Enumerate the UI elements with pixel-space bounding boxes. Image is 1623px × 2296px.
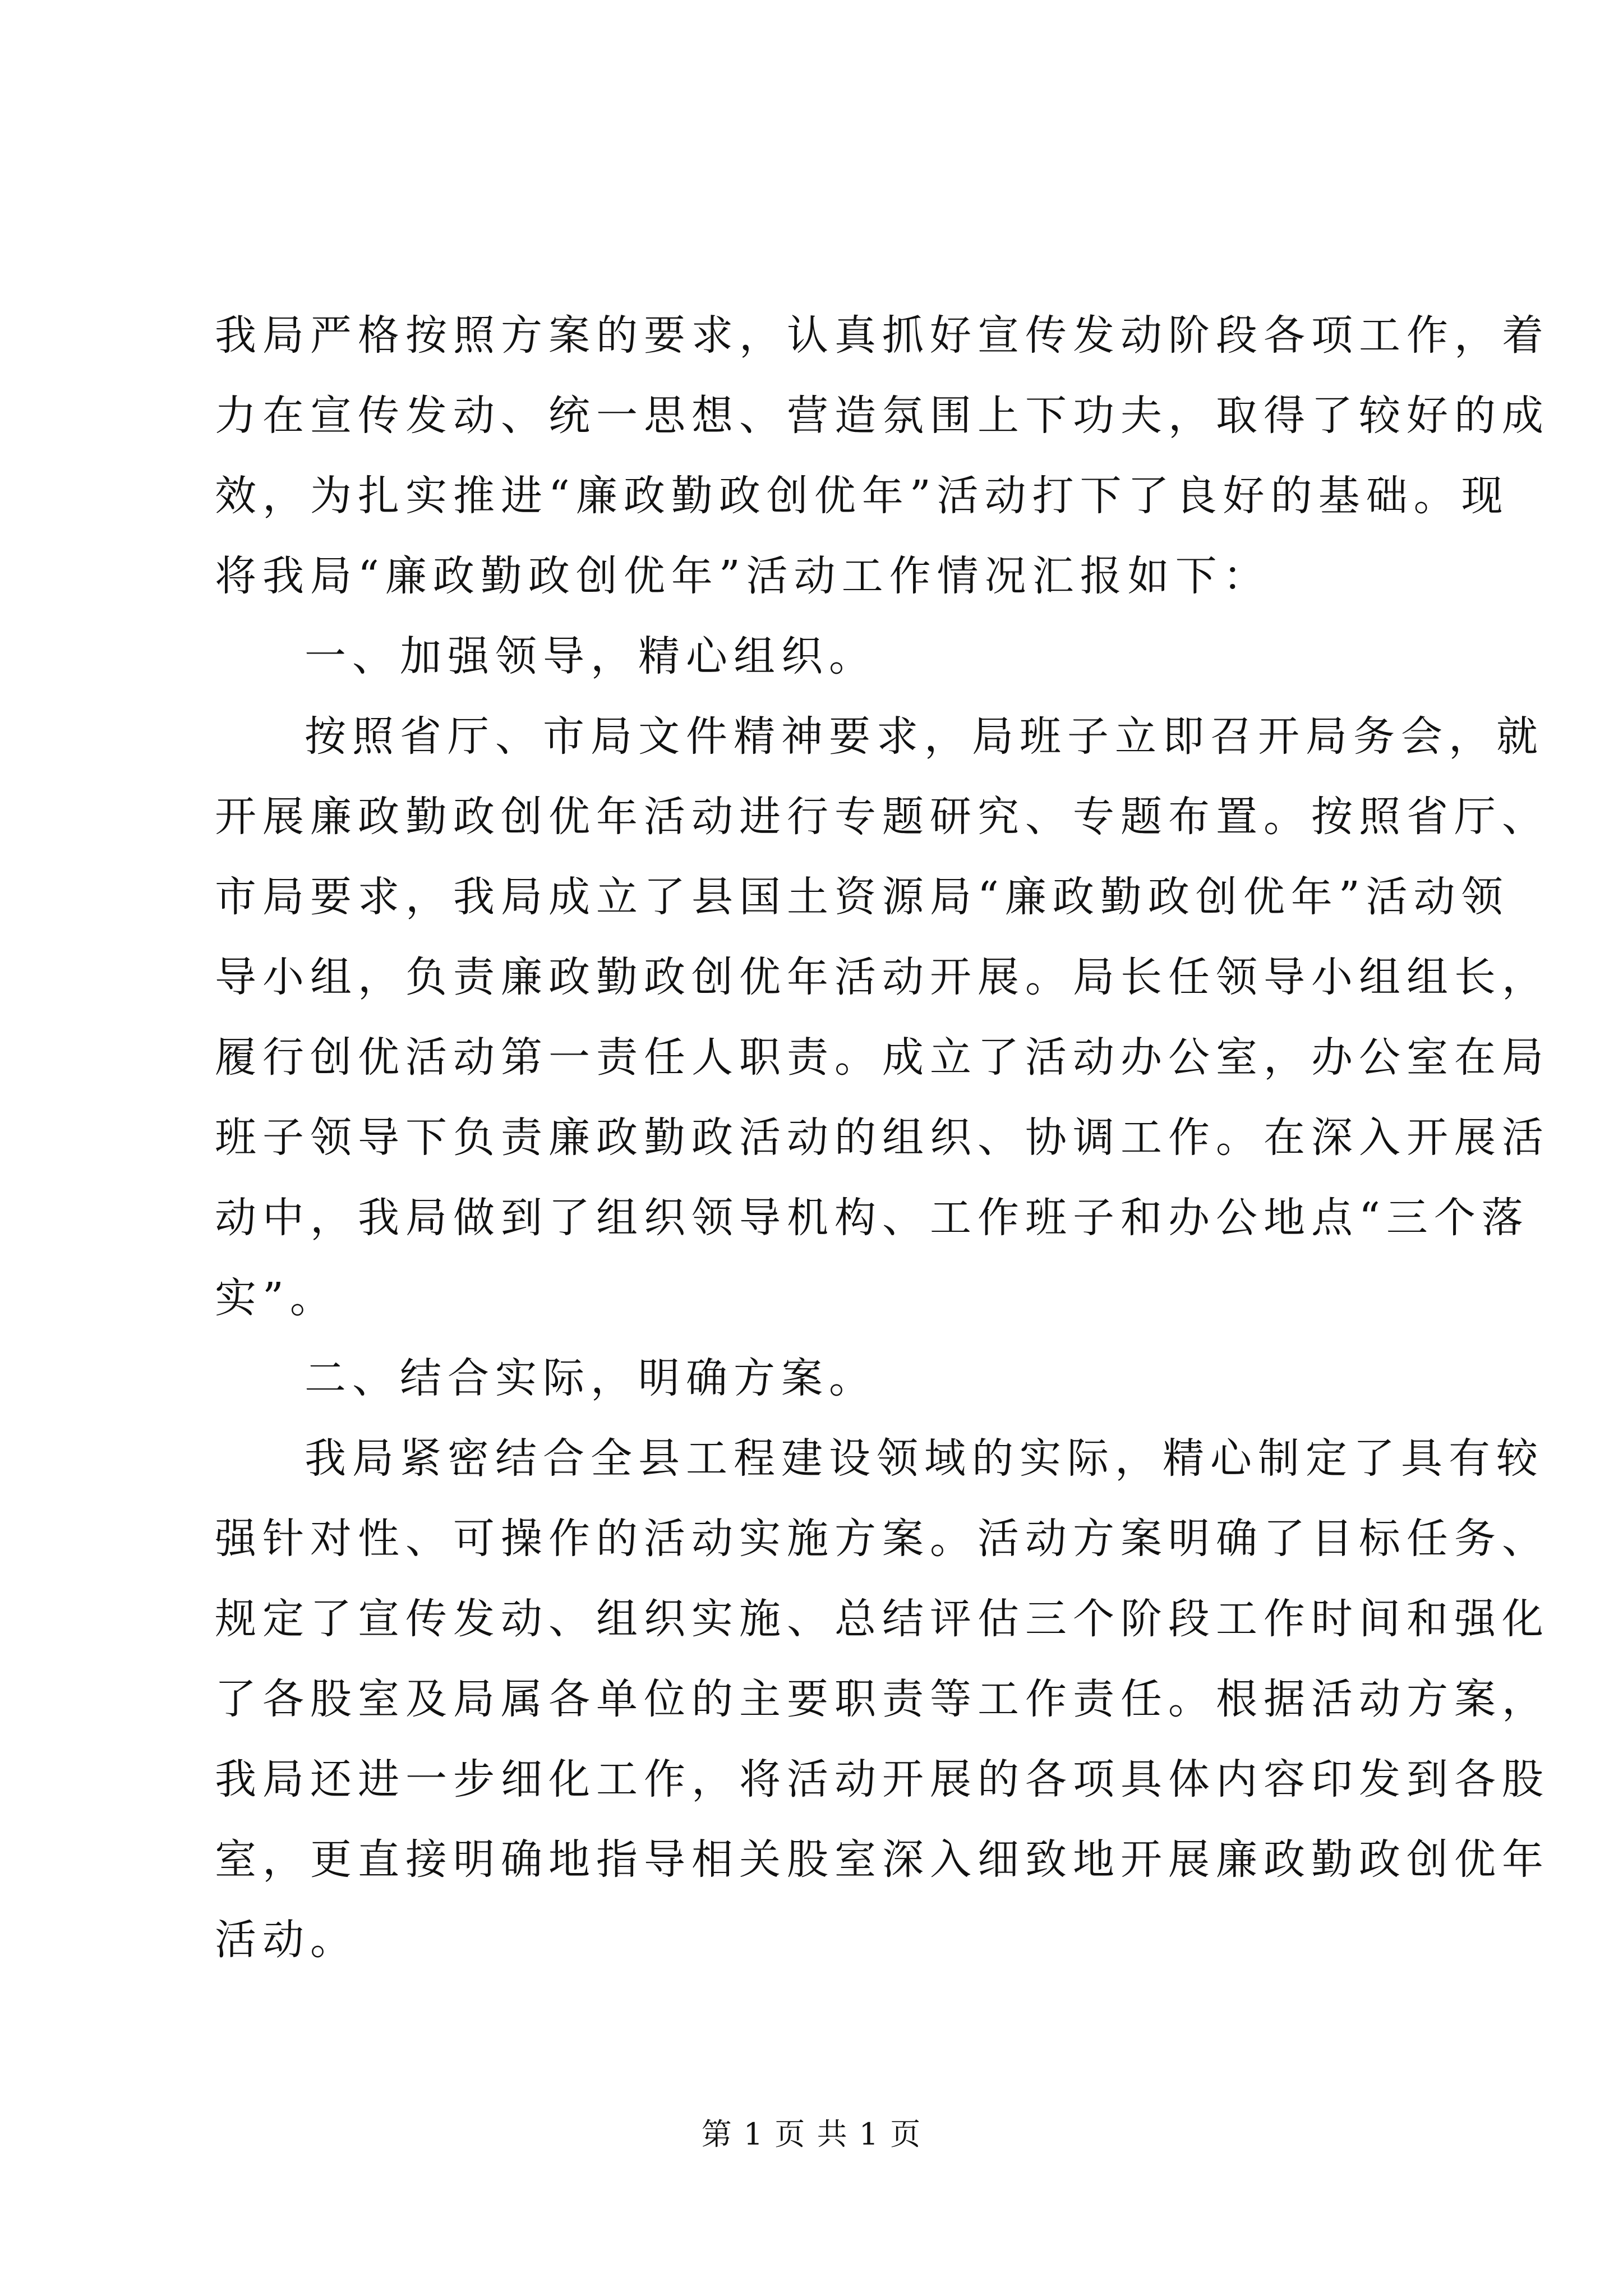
body-line: 我局严格按照方案的要求，认真抓好宣传发动阶段各项工作，着 <box>215 311 1550 360</box>
body-line: 我局紧密结合全县工程建设领域的实际，精心制定了具有较 <box>305 1434 1544 1483</box>
body-line: 效，为扎实推进“廉政勤政创优年”活动打下了良好的基础。现 <box>215 472 1509 520</box>
body-line: 了各股室及局属各单位的主要职责等工作责任。根据活动方案， <box>215 1675 1550 1723</box>
body-line: 开展廉政勤政创优年活动进行专题研究、专题布置。按照省厅、 <box>215 793 1550 841</box>
body-line: 力在宣传发动、统一思想、营造氛围上下功夫，取得了较好的成 <box>215 392 1550 440</box>
document-body <box>215 307 1550 1992</box>
body-line: 将我局“廉政勤政创优年”活动工作情况汇报如下： <box>215 552 1271 600</box>
body-line: 导小组，负责廉政勤政创优年活动开展。局长任领导小组组长， <box>215 953 1550 1001</box>
section-heading: 二、结合实际，明确方案。 <box>305 1354 877 1402</box>
body-line: 室，更直接明确地指导相关股室深入细致地开展廉政勤政创优年 <box>215 1835 1550 1884</box>
section-heading: 一、加强领导，精心组织。 <box>305 632 877 680</box>
body-line: 履行创优活动第一责任人职责。成立了活动办公室，办公室在局 <box>215 1033 1550 1082</box>
body-line: 动中，我局做到了组织领导机构、工作班子和办公地点“三个落 <box>215 1194 1529 1242</box>
body-line: 强针对性、可操作的活动实施方案。活动方案明确了目标任务、 <box>215 1515 1550 1563</box>
body-line: 活动。 <box>215 1916 358 1964</box>
page-footer: 第 1 页 共 1 页 <box>701 2116 922 2152</box>
body-line: 规定了宣传发动、组织实施、总结评估三个阶段工作时间和强化 <box>215 1595 1550 1643</box>
body-line: 我局还进一步细化工作，将活动开展的各项具体内容印发到各股 <box>215 1755 1550 1803</box>
body-line: 实”。 <box>215 1274 338 1322</box>
body-line: 班子领导下负责廉政勤政活动的组织、协调工作。在深入开展活 <box>215 1114 1550 1162</box>
body-line: 按照省厅、市局文件精神要求，局班子立即召开局务会，就 <box>305 712 1544 761</box>
body-line: 市局要求，我局成立了县国土资源局“廉政勤政创优年”活动领 <box>215 873 1509 921</box>
